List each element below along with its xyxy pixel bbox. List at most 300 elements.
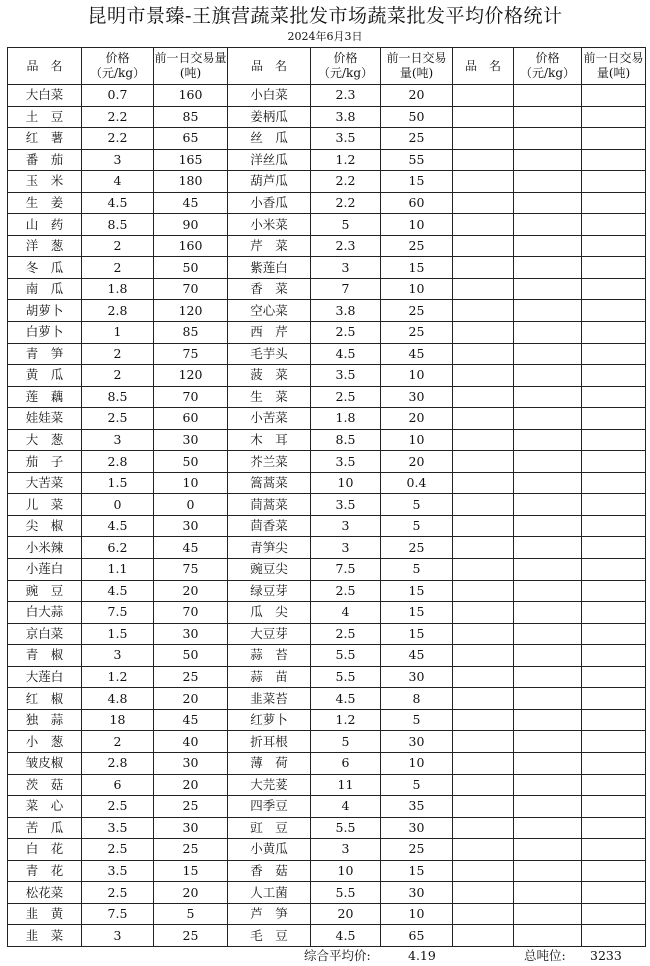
left-item-price: 2 xyxy=(82,731,154,753)
total-tonnage-label: 总吨位: xyxy=(524,948,566,963)
average-price-label: 综合平均价: xyxy=(304,948,371,963)
table-row xyxy=(8,515,646,537)
middle-item-price: 3.5 xyxy=(311,451,381,473)
left-item-name: 豌 豆 xyxy=(8,580,82,602)
left-item-price: 2 xyxy=(82,235,154,257)
empty-cell xyxy=(453,903,514,925)
empty-cell xyxy=(453,645,514,667)
empty-cell xyxy=(582,214,646,236)
left-item-price: 3 xyxy=(82,925,154,947)
left-item-name: 冬 瓜 xyxy=(8,257,82,279)
middle-item-volume: 5 xyxy=(381,559,453,581)
empty-cell xyxy=(514,903,582,925)
left-item-price: 4.5 xyxy=(82,580,154,602)
empty-cell xyxy=(453,494,514,516)
left-item-name: 小 葱 xyxy=(8,731,82,753)
left-item-name: 白大蒜 xyxy=(8,602,82,624)
empty-cell xyxy=(582,559,646,581)
middle-item-name: 香 菜 xyxy=(228,278,311,300)
middle-item-volume: 5 xyxy=(381,774,453,796)
left-item-volume: 50 xyxy=(154,257,228,279)
empty-cell xyxy=(582,494,646,516)
left-item-price: 3.5 xyxy=(82,817,154,839)
middle-item-price: 2.2 xyxy=(311,192,381,214)
empty-cell xyxy=(514,839,582,861)
empty-cell xyxy=(582,537,646,559)
left-item-price: 6 xyxy=(82,774,154,796)
left-item-name: 皱皮椒 xyxy=(8,752,82,774)
middle-item-volume: 30 xyxy=(381,817,453,839)
table-row xyxy=(8,709,646,731)
middle-item-price: 3.8 xyxy=(311,106,381,128)
middle-item-price: 4 xyxy=(311,796,381,818)
table-row xyxy=(8,192,646,214)
left-item-volume: 120 xyxy=(154,365,228,387)
left-item-price: 4 xyxy=(82,171,154,193)
empty-cell xyxy=(453,839,514,861)
middle-item-volume: 15 xyxy=(381,623,453,645)
empty-cell xyxy=(453,192,514,214)
table-row xyxy=(8,300,646,322)
empty-cell xyxy=(514,322,582,344)
middle-item-name: 菠 菜 xyxy=(228,365,311,387)
middle-item-name: 薄 荷 xyxy=(228,752,311,774)
table-row xyxy=(8,817,646,839)
left-item-volume: 30 xyxy=(154,817,228,839)
empty-cell xyxy=(453,300,514,322)
left-item-price: 2.8 xyxy=(82,451,154,473)
report-footer xyxy=(0,946,650,966)
report-title: 昆明市景臻-王旗营蔬菜批发市场蔬菜批发平均价格统计 xyxy=(87,5,563,27)
empty-cell xyxy=(582,731,646,753)
left-item-name: 红 薯 xyxy=(8,128,82,150)
header-name: 品 名 xyxy=(228,48,311,85)
left-item-price: 0.7 xyxy=(82,85,154,107)
middle-item-price: 5.5 xyxy=(311,882,381,904)
table-row xyxy=(8,106,646,128)
left-item-name: 胡萝卜 xyxy=(8,300,82,322)
middle-item-price: 4 xyxy=(311,602,381,624)
empty-cell xyxy=(514,796,582,818)
middle-item-name: 青笋尖 xyxy=(228,537,311,559)
middle-item-volume: 30 xyxy=(381,731,453,753)
empty-cell xyxy=(453,128,514,150)
middle-item-price: 3 xyxy=(311,257,381,279)
left-item-price: 3.5 xyxy=(82,860,154,882)
left-item-volume: 75 xyxy=(154,343,228,365)
middle-item-volume: 5 xyxy=(381,709,453,731)
table-row xyxy=(8,235,646,257)
price-table xyxy=(7,47,646,947)
table-row xyxy=(8,537,646,559)
header-price: 价格（元/kg） xyxy=(514,48,582,85)
empty-cell xyxy=(582,752,646,774)
empty-cell xyxy=(582,386,646,408)
left-item-price: 2.2 xyxy=(82,128,154,150)
empty-cell xyxy=(514,429,582,451)
middle-item-price: 3 xyxy=(311,515,381,537)
header-volume: 前一日交易量(吨) xyxy=(154,48,228,85)
left-item-name: 洋 葱 xyxy=(8,235,82,257)
empty-cell xyxy=(514,472,582,494)
table-row xyxy=(8,494,646,516)
empty-cell xyxy=(582,300,646,322)
middle-item-volume: 55 xyxy=(381,149,453,171)
left-item-name: 大白菜 xyxy=(8,85,82,107)
left-item-name: 黄 瓜 xyxy=(8,365,82,387)
header-price: 价格（元/kg） xyxy=(82,48,154,85)
left-item-price: 0 xyxy=(82,494,154,516)
header-name: 品 名 xyxy=(8,48,82,85)
middle-item-volume: 35 xyxy=(381,796,453,818)
left-item-name: 白萝卜 xyxy=(8,322,82,344)
empty-cell xyxy=(582,709,646,731)
left-item-volume: 30 xyxy=(154,623,228,645)
left-item-price: 8.5 xyxy=(82,386,154,408)
middle-item-name: 绿豆芽 xyxy=(228,580,311,602)
empty-cell xyxy=(582,322,646,344)
empty-cell xyxy=(582,343,646,365)
empty-cell xyxy=(582,235,646,257)
middle-item-price: 11 xyxy=(311,774,381,796)
table-row xyxy=(8,472,646,494)
left-item-price: 7.5 xyxy=(82,602,154,624)
header-volume: 前一日交易量(吨) xyxy=(381,48,453,85)
left-item-price: 8.5 xyxy=(82,214,154,236)
table-row xyxy=(8,408,646,430)
empty-cell xyxy=(453,106,514,128)
middle-item-price: 1.8 xyxy=(311,408,381,430)
middle-item-volume: 20 xyxy=(381,408,453,430)
empty-cell xyxy=(582,860,646,882)
middle-item-price: 4.5 xyxy=(311,925,381,947)
left-item-price: 1.5 xyxy=(82,472,154,494)
empty-cell xyxy=(453,623,514,645)
empty-cell xyxy=(514,408,582,430)
left-item-volume: 120 xyxy=(154,300,228,322)
middle-item-name: 大豆芽 xyxy=(228,623,311,645)
left-item-name: 红 椒 xyxy=(8,688,82,710)
empty-cell xyxy=(582,451,646,473)
middle-item-volume: 25 xyxy=(381,322,453,344)
empty-cell xyxy=(453,515,514,537)
left-item-volume: 70 xyxy=(154,386,228,408)
table-row xyxy=(8,386,646,408)
empty-cell xyxy=(453,666,514,688)
empty-cell xyxy=(514,688,582,710)
empty-cell xyxy=(582,688,646,710)
table-row xyxy=(8,128,646,150)
empty-cell xyxy=(514,580,582,602)
middle-item-price: 20 xyxy=(311,903,381,925)
left-item-name: 苦 瓜 xyxy=(8,817,82,839)
empty-cell xyxy=(582,925,646,947)
middle-item-price: 2.3 xyxy=(311,85,381,107)
middle-item-volume: 45 xyxy=(381,645,453,667)
middle-item-volume: 15 xyxy=(381,860,453,882)
table-row xyxy=(8,774,646,796)
middle-item-price: 5.5 xyxy=(311,817,381,839)
empty-cell xyxy=(582,128,646,150)
left-item-price: 1 xyxy=(82,322,154,344)
empty-cell xyxy=(514,494,582,516)
left-item-price: 2.5 xyxy=(82,882,154,904)
empty-cell xyxy=(453,235,514,257)
left-item-price: 18 xyxy=(82,709,154,731)
middle-item-price: 8.5 xyxy=(311,429,381,451)
left-item-name: 番 茄 xyxy=(8,149,82,171)
table-row xyxy=(8,925,646,947)
empty-cell xyxy=(453,386,514,408)
left-item-price: 1.5 xyxy=(82,623,154,645)
empty-cell xyxy=(514,623,582,645)
left-item-name: 大 葱 xyxy=(8,429,82,451)
middle-item-price: 2.2 xyxy=(311,171,381,193)
middle-item-name: 大芫荽 xyxy=(228,774,311,796)
left-item-price: 1.2 xyxy=(82,666,154,688)
left-item-volume: 25 xyxy=(154,796,228,818)
middle-item-name: 小香瓜 xyxy=(228,192,311,214)
empty-cell xyxy=(582,192,646,214)
middle-item-name: 小苦菜 xyxy=(228,408,311,430)
middle-item-volume: 30 xyxy=(381,882,453,904)
left-item-price: 2.2 xyxy=(82,106,154,128)
middle-item-price: 3.5 xyxy=(311,365,381,387)
table-body xyxy=(8,85,646,947)
table-row xyxy=(8,580,646,602)
left-item-volume: 25 xyxy=(154,839,228,861)
left-item-price: 3 xyxy=(82,429,154,451)
table-row xyxy=(8,882,646,904)
middle-item-volume: 45 xyxy=(381,343,453,365)
middle-item-volume: 20 xyxy=(381,451,453,473)
left-item-name: 茨 菇 xyxy=(8,774,82,796)
empty-cell xyxy=(453,171,514,193)
empty-cell xyxy=(453,559,514,581)
left-item-price: 4.5 xyxy=(82,515,154,537)
header-volume: 前一日交易量(吨) xyxy=(582,48,646,85)
header-name: 品 名 xyxy=(453,48,514,85)
middle-item-volume: 50 xyxy=(381,106,453,128)
left-item-name: 大苦菜 xyxy=(8,472,82,494)
empty-cell xyxy=(582,472,646,494)
left-item-name: 京白菜 xyxy=(8,623,82,645)
middle-item-name: 小白菜 xyxy=(228,85,311,107)
middle-item-volume: 10 xyxy=(381,365,453,387)
empty-cell xyxy=(453,602,514,624)
left-item-name: 土 豆 xyxy=(8,106,82,128)
left-item-volume: 65 xyxy=(154,128,228,150)
left-item-name: 玉 米 xyxy=(8,171,82,193)
left-item-price: 2 xyxy=(82,257,154,279)
empty-cell xyxy=(514,192,582,214)
middle-item-price: 2.5 xyxy=(311,580,381,602)
empty-cell xyxy=(453,429,514,451)
left-item-name: 韭 菜 xyxy=(8,925,82,947)
middle-item-price: 1.2 xyxy=(311,149,381,171)
table-row xyxy=(8,623,646,645)
left-item-name: 娃娃菜 xyxy=(8,408,82,430)
middle-item-price: 2.5 xyxy=(311,322,381,344)
empty-cell xyxy=(453,149,514,171)
middle-item-volume: 15 xyxy=(381,602,453,624)
table-row xyxy=(8,752,646,774)
left-item-price: 4.5 xyxy=(82,192,154,214)
left-item-name: 韭 黄 xyxy=(8,903,82,925)
empty-cell xyxy=(582,257,646,279)
middle-item-name: 豇 豆 xyxy=(228,817,311,839)
table-row xyxy=(8,666,646,688)
table-header-row xyxy=(8,48,646,85)
left-item-volume: 5 xyxy=(154,903,228,925)
middle-item-volume: 5 xyxy=(381,515,453,537)
empty-cell xyxy=(582,580,646,602)
middle-item-volume: 15 xyxy=(381,171,453,193)
middle-item-price: 5 xyxy=(311,214,381,236)
left-item-price: 1.1 xyxy=(82,559,154,581)
left-item-volume: 30 xyxy=(154,515,228,537)
middle-item-price: 10 xyxy=(311,860,381,882)
empty-cell xyxy=(514,817,582,839)
middle-item-name: 红萝卜 xyxy=(228,709,311,731)
left-item-volume: 0 xyxy=(154,494,228,516)
empty-cell xyxy=(582,365,646,387)
middle-item-volume: 25 xyxy=(381,128,453,150)
middle-item-name: 茴香菜 xyxy=(228,515,311,537)
empty-cell xyxy=(453,774,514,796)
table-row xyxy=(8,602,646,624)
table-row xyxy=(8,839,646,861)
left-item-volume: 160 xyxy=(154,85,228,107)
left-item-name: 白 花 xyxy=(8,839,82,861)
left-item-volume: 60 xyxy=(154,408,228,430)
middle-item-name: 茼蒿菜 xyxy=(228,494,311,516)
left-item-volume: 70 xyxy=(154,278,228,300)
left-item-volume: 165 xyxy=(154,149,228,171)
empty-cell xyxy=(514,645,582,667)
table-row xyxy=(8,322,646,344)
table-row xyxy=(8,171,646,193)
empty-cell xyxy=(514,602,582,624)
middle-item-volume: 20 xyxy=(381,85,453,107)
middle-item-volume: 30 xyxy=(381,386,453,408)
left-item-volume: 30 xyxy=(154,752,228,774)
left-item-volume: 20 xyxy=(154,688,228,710)
empty-cell xyxy=(453,882,514,904)
middle-item-price: 3 xyxy=(311,839,381,861)
middle-item-volume: 10 xyxy=(381,752,453,774)
middle-item-price: 5 xyxy=(311,731,381,753)
middle-item-name: 韭菜苔 xyxy=(228,688,311,710)
middle-item-name: 芥兰菜 xyxy=(228,451,311,473)
empty-cell xyxy=(453,257,514,279)
middle-item-price: 3.8 xyxy=(311,300,381,322)
middle-item-name: 生 菜 xyxy=(228,386,311,408)
middle-item-name: 篙蒿菜 xyxy=(228,472,311,494)
left-item-price: 7.5 xyxy=(82,903,154,925)
left-item-volume: 10 xyxy=(154,472,228,494)
middle-item-price: 3 xyxy=(311,537,381,559)
empty-cell xyxy=(514,731,582,753)
table-row xyxy=(8,796,646,818)
table-row xyxy=(8,343,646,365)
table-row xyxy=(8,149,646,171)
middle-item-price: 6 xyxy=(311,752,381,774)
middle-item-name: 蒜 苗 xyxy=(228,666,311,688)
left-item-price: 3 xyxy=(82,645,154,667)
left-item-volume: 40 xyxy=(154,731,228,753)
middle-item-name: 毛 豆 xyxy=(228,925,311,947)
left-item-volume: 70 xyxy=(154,602,228,624)
table-row xyxy=(8,214,646,236)
middle-item-name: 芦 笋 xyxy=(228,903,311,925)
left-item-volume: 25 xyxy=(154,666,228,688)
middle-item-name: 四季豆 xyxy=(228,796,311,818)
middle-item-volume: 10 xyxy=(381,214,453,236)
empty-cell xyxy=(453,860,514,882)
empty-cell xyxy=(582,666,646,688)
empty-cell xyxy=(514,343,582,365)
left-item-price: 2.5 xyxy=(82,796,154,818)
empty-cell xyxy=(453,408,514,430)
empty-cell xyxy=(582,278,646,300)
left-item-volume: 25 xyxy=(154,925,228,947)
middle-item-name: 毛芋头 xyxy=(228,343,311,365)
empty-cell xyxy=(514,666,582,688)
left-item-volume: 180 xyxy=(154,171,228,193)
middle-item-price: 7 xyxy=(311,278,381,300)
empty-cell xyxy=(514,774,582,796)
left-item-price: 3 xyxy=(82,149,154,171)
middle-item-name: 洋丝瓜 xyxy=(228,149,311,171)
empty-cell xyxy=(582,623,646,645)
middle-item-volume: 10 xyxy=(381,278,453,300)
middle-item-price: 4.5 xyxy=(311,343,381,365)
middle-item-price: 10 xyxy=(311,472,381,494)
left-item-price: 1.8 xyxy=(82,278,154,300)
middle-item-volume: 0.4 xyxy=(381,472,453,494)
left-item-name: 小米辣 xyxy=(8,537,82,559)
middle-item-price: 3.5 xyxy=(311,494,381,516)
average-price-value: 4.19 xyxy=(408,948,436,963)
middle-item-price: 2.5 xyxy=(311,623,381,645)
table-row xyxy=(8,451,646,473)
left-item-price: 4.8 xyxy=(82,688,154,710)
middle-item-price: 3.5 xyxy=(311,128,381,150)
middle-item-name: 瓜 尖 xyxy=(228,602,311,624)
empty-cell xyxy=(582,106,646,128)
middle-item-name: 姜柄瓜 xyxy=(228,106,311,128)
left-item-price: 2.8 xyxy=(82,752,154,774)
middle-item-name: 芹 菜 xyxy=(228,235,311,257)
header-price: 价格（元/kg） xyxy=(311,48,381,85)
empty-cell xyxy=(582,796,646,818)
empty-cell xyxy=(514,85,582,107)
middle-item-volume: 15 xyxy=(381,257,453,279)
left-item-volume: 85 xyxy=(154,106,228,128)
middle-item-name: 紫莲白 xyxy=(228,257,311,279)
middle-item-name: 人工菌 xyxy=(228,882,311,904)
empty-cell xyxy=(582,515,646,537)
empty-cell xyxy=(514,365,582,387)
empty-cell xyxy=(453,925,514,947)
left-item-volume: 90 xyxy=(154,214,228,236)
empty-cell xyxy=(582,602,646,624)
empty-cell xyxy=(453,709,514,731)
empty-cell xyxy=(453,537,514,559)
empty-cell xyxy=(514,451,582,473)
left-item-volume: 45 xyxy=(154,537,228,559)
